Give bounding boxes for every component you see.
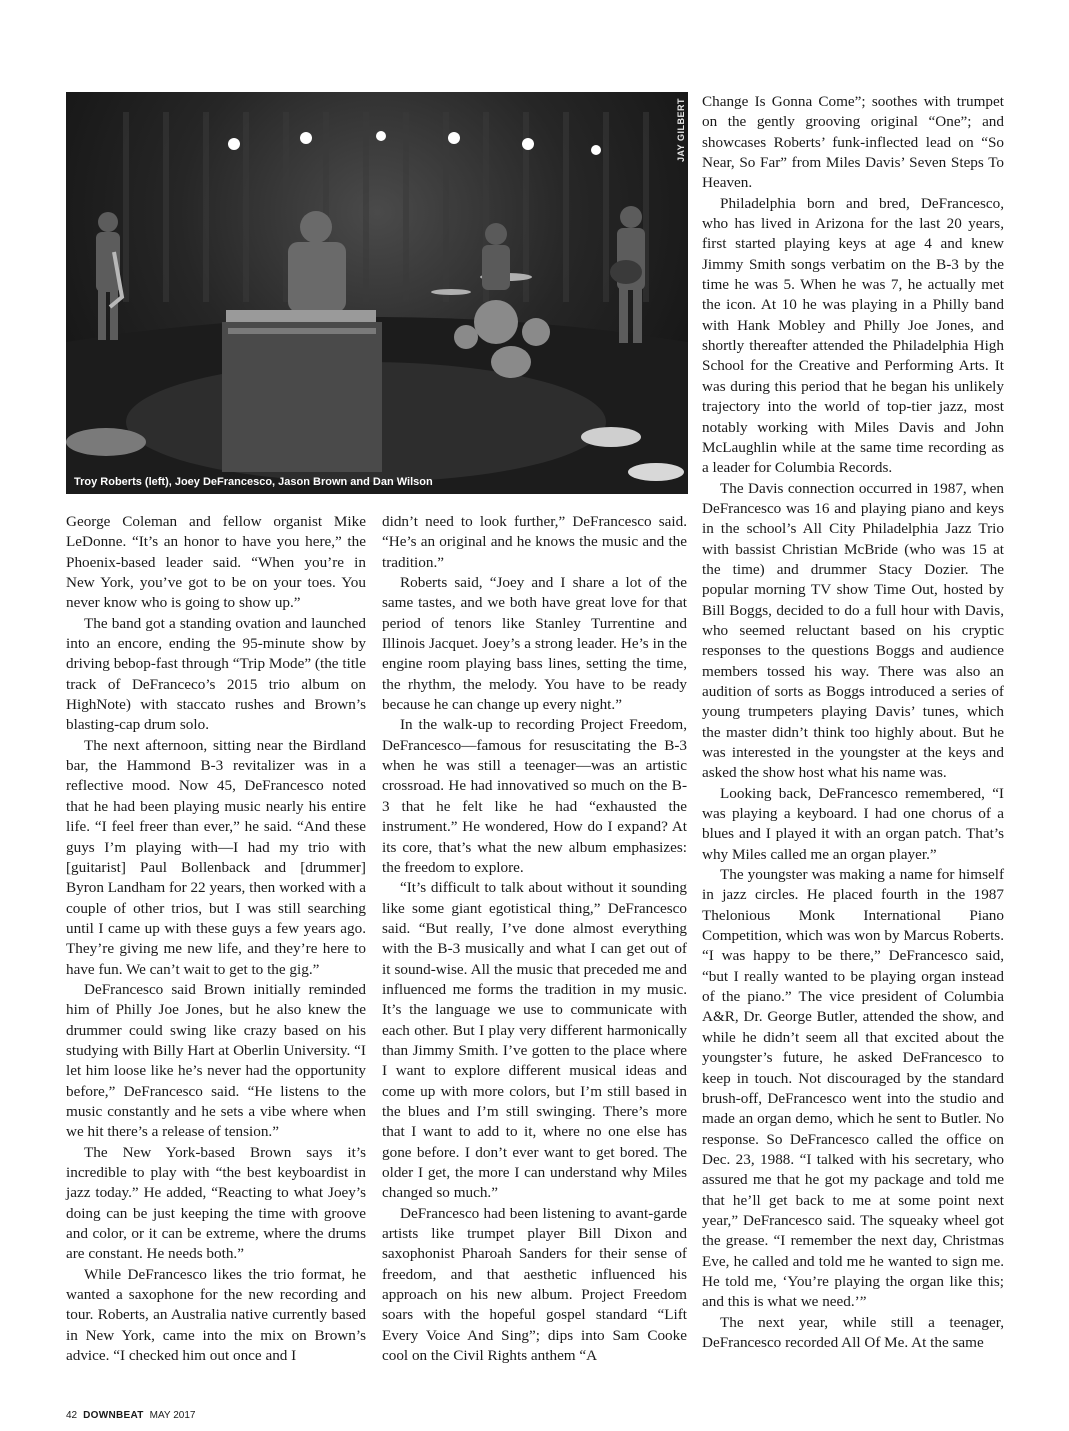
paragraph: The New York-based Brown says it’s incredible to play with “the best keyboardist in jazz today.” He added, “Reacting to what Joey’s doing can be just keeping the time with groove and color, or it can be extreme, where the drums are constant. He needs both.” bbox=[66, 1143, 366, 1263]
paragraph: Philadelphia born and bred, DeFrancesco, who has lived in Arizona for the last 20 years, first started playing keys at age 4 and knew Jimmy Smith songs verbatim on the B-3 by the time he was 5. When he was 7, he actually met the icon. At 10 he was playing in a Philly band with Hank Mobley and Philly Joe Jones, and shortly thereafter attended the Philadelphia High School for the Creative and Performing Arts. It was during this period that he began his unlikely trajectory into the world of top-tier jazz, most notably working with Miles Davis and John McLaughlin while at the same time recording as a leader for Columbia Records. bbox=[702, 194, 1004, 477]
article-column-3 bbox=[702, 92, 1004, 1353]
magazine-name: DOWNBEAT bbox=[83, 1410, 144, 1421]
paragraph: The next year, while still a teenager, DeFrancesco recorded All Of Me. At the same bbox=[702, 1313, 1004, 1351]
paragraph: Looking back, DeFrancesco remembered, “I was playing a keyboard. I had one chorus of a blues and I played it with an organ patch. That’s why Miles called me an organ player.” bbox=[702, 784, 1004, 863]
paragraph: “It’s difficult to talk about without it sounding like some giant egotistical thing,” DeFrancesco said. “But really, I’ve done almost everything with the B-3 musically and what I can get out of it sound-wise. All the music that preceded me and influenced me forms the tradition in my music. It’s the language we use to communicate with each other. But I play very different harmonically than Jimmy Smith. I’ve gotten to the place where I want to explore different musical ideas and come up with more colors, but I’m still based in the blues and I’m still swinging. There’s more that I want to add to it, where no one else has gone before. I don’t ever want to get bored. The older I get, the more I can understand why Miles changed so much.” bbox=[382, 879, 687, 1202]
paragraph: The youngster was making a name for himself in jazz circles. He placed fourth in the 1987 Thelonious Monk International Piano Competition, which was won by Marcus Roberts. “I was happy to be there,” DeFrancesco said, “but I really wanted to be playing organ instead of the piano.” The vice president of Columbia A&R, Dr. George Butler, attended the show, and while he didn’t seem all that excited about the youngster’s future, he asked DeFrancesco to keep in touch. Not discouraged by the standard brush-off, DeFrancesco went into the studio and made an organ demo, which he sent to Butler. No response. So DeFrancesco called the office on Dec. 23, 1988. “I talked with his secretary, who assured me that he got my package and told me that he’ll get back to me at some point next year,” DeFrancesco said. The squeaky wheel got the grease. “I remember the next day, Christmas Eve, he called and told me he wanted to sign me. He told me, ‘You’re playing the organ like this; and this is what we need.’” bbox=[702, 866, 1004, 1311]
paragraph: DeFrancesco had been listening to avant-garde artists like trumpet player Bill Dixon and saxophonist Pharoah Sanders for their sense of freedom, and that aesthetic influenced his approach on his new album. Project Freedom soars with the hopeful gospel standard “Lift Every Voice And Sing”; dips into Sam Cooke cool on the Civil Rights anthem “A bbox=[382, 1204, 687, 1365]
paragraph: The next afternoon, sitting near the Birdland bar, the Hammond B-3 revitalizer was in a reflective mood. Now 45, DeFrancesco noted that he had been playing music nearly his entire life. “I feel freer than ever,” he said. “And these guys I’m playing with—I had my trio with [guitarist] Paul Bollenback and [drummer] Byron Landham for 22 years, then worked with a couple of other trios, but I was still searching until I came up with these guys a few years ago. They’re giving me new life, and they’re here to have fun. We can’t wait to get to the gig.” bbox=[66, 736, 366, 978]
paragraph: George Coleman and fellow organist Mike LeDonne. “It’s an honor to have you here,” the Phoenix-based leader said. “When you’re in New York, you’ve got to be on your toes. You never know who is going to show up.” bbox=[66, 513, 366, 612]
paragraph: didn’t need to look further,” DeFrancesco said. “He’s an original and he knows the music and the tradition.” bbox=[382, 513, 687, 571]
article-column-2 bbox=[382, 512, 687, 1366]
paragraph: The Davis connection occurred in 1987, when DeFrancesco was 16 and playing piano and keys in the school’s All City Philadelphia Jazz Trio with bassist Christian McBride (who was 15 at the time) and drummer Stacy Dozier. The popular morning TV show Time Out, hosted by Bill Boggs, decided to do a full hour with Davis, who seemed reluctant based on his cryptic responses to the questions Boggs and audience members tossed his way. There was also an audition of sorts as Boggs introduced a series of young trumpeters playing Davis’ tunes, which the master didn’t think too highly about. But he was interested in the youngster at the keys and asked the show host what his name was. bbox=[702, 479, 1004, 782]
paragraph: DeFrancesco said Brown initially reminded him of Philly Joe Jones, but he also knew the drummer could swing like crazy based on his studying with Billy Hart at Oberlin University. “I let him loose like he’s never had the opportunity before,” DeFrancesco said. “He listens to the music constantly and he sets a vibe where when we hit there’s a release of tension.” bbox=[66, 980, 366, 1141]
issue-date: MAY 2017 bbox=[149, 1410, 196, 1421]
paragraph: Roberts said, “Joey and I share a lot of the same tastes, and we both have great love for that period of tenors like Stanley Turrentine and Illinois Jacquet. Joey’s a strong leader. He’s in the engine room playing bass lines, setting the time, the rhythm, the melody. You have to be ready because he can change up every night.” bbox=[382, 574, 687, 714]
paragraph: In the walk-up to recording Project Freedom, DeFrancesco—famous for resuscitating the B-3 when he was still a teenager—was an artistic crossroad. He had innovatived so much on the B-3 that he felt like he had “exhausted the instrument.” He wondered, How do I expand? At its core, that’s what the new album emphasizes: the freedom to explore. bbox=[382, 716, 687, 876]
band-stage-illustration bbox=[66, 92, 688, 494]
article-column-1 bbox=[66, 512, 366, 1366]
photo-credit: JAY GILBERT bbox=[676, 98, 686, 163]
page-number: 42 bbox=[66, 1410, 78, 1421]
concert-photo bbox=[66, 92, 688, 494]
photo-caption: Troy Roberts (left), Joey DeFrancesco, Jason Brown and Dan Wilson bbox=[74, 476, 433, 488]
paragraph: While DeFrancesco likes the trio format, he wanted a saxophone for the new recording and tour. Roberts, an Australia native currently based in New York, came into the mix on Brown’s advice. “I checked him out once and I bbox=[66, 1265, 366, 1365]
paragraph: The band got a standing ovation and launched into an encore, ending the 95-minute show by driving bebop-fast through “Trip Mode” (the title track of DeFranceco’s 2015 trio album on HighNote) with staccato rushes and Brown’s blasting-cap drum solo. bbox=[66, 614, 366, 734]
paragraph: Change Is Gonna Come”; soothes with trumpet on the gently grooving original “One”; and showcases Roberts’ funk-inflected lead on “So Near, So Far” from Miles Davis’ Seven Steps To Heaven. bbox=[702, 93, 1004, 192]
page-footer bbox=[66, 1410, 195, 1421]
